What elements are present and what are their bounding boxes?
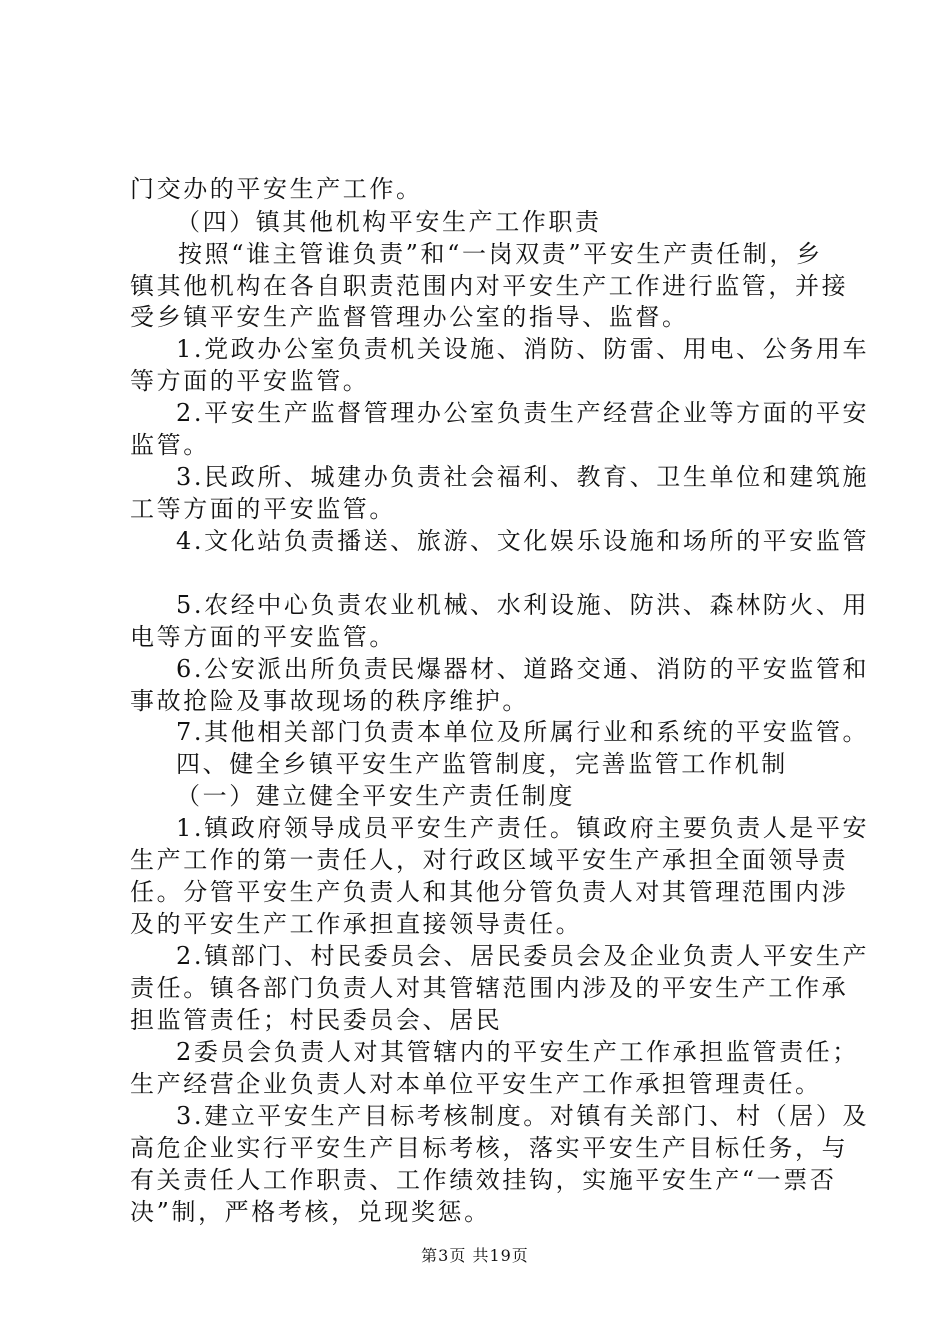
list-item: 2.镇部门、村民委员会、居民委员会及企业负责人平安生产 xyxy=(176,942,870,970)
text-line: 镇其他机构在各自职责范围内对平安生产工作进行监管，并接 xyxy=(130,272,849,300)
text-line: 责任。镇各部门负责人对其管辖范围内涉及的平安生产工作承 xyxy=(130,974,849,1002)
list-item: 1.镇政府领导成员平安生产责任。镇政府主要负责人是平安 xyxy=(176,814,870,842)
text-line: 高危企业实行平安生产目标考核，落实平安生产目标任务，与 xyxy=(130,1134,849,1162)
text-line: 及的平安生产工作承担直接领导责任。 xyxy=(130,910,583,938)
page-number: 第3页 共19页 xyxy=(421,1246,529,1265)
text-line: 受乡镇平安生产监督管理办公室的指导、监督。 xyxy=(130,303,689,331)
list-item: 1.党政办公室负责机关设施、消防、防雷、用电、公务用车 xyxy=(176,335,870,363)
text-line: 任。分管平安生产负责人和其他分管负责人对其管理范围内涉 xyxy=(130,878,849,906)
list-item: 2.平安生产监督管理办公室负责生产经营企业等方面的平安 xyxy=(176,399,870,427)
text-line: 事故抢险及事故现场的秩序维护。 xyxy=(130,687,529,715)
list-item: 7.其他相关部门负责本单位及所属行业和系统的平安监管。 xyxy=(176,718,870,746)
text-line: 按照“谁主管谁负责”和“一岗双责”平安生产责任制，乡 xyxy=(178,240,823,268)
text-line: 生产经营企业负责人对本单位平安生产工作承担管理责任。 xyxy=(130,1070,822,1098)
text-line: 有关责任人工作职责、工作绩效挂钩，实施平安生产“一票否 xyxy=(130,1166,837,1194)
text-line: 门交办的平安生产工作。 xyxy=(130,175,423,203)
text-line: 工等方面的平安监管。 xyxy=(130,495,396,523)
text-line: 决”制，严格考核，兑现奖惩。 xyxy=(130,1198,491,1226)
section-heading: 四、健全乡镇平安生产监管制度，完善监管工作机制 xyxy=(176,750,788,778)
list-item: 4.文化站负责播送、旅游、文化娱乐设施和场所的平安监管 xyxy=(176,527,870,555)
list-item: 3.建立平安生产目标考核制度。对镇有关部门、村（居）及 xyxy=(176,1102,870,1130)
list-item: 3.民政所、城建办负责社会福利、教育、卫生单位和建筑施 xyxy=(176,463,870,491)
section-heading: （一）建立健全平安生产责任制度 xyxy=(176,782,575,810)
list-item: 6.公安派出所负责民爆器材、道路交通、消防的平安监管和 xyxy=(176,655,870,683)
text-line: 等方面的平安监管。 xyxy=(130,367,370,395)
section-heading: （四）镇其他机构平安生产工作职责 xyxy=(176,208,602,236)
text-line: 监管。 xyxy=(130,431,210,459)
list-item: 5.农经中心负责农业机械、水利设施、防洪、森林防火、用 xyxy=(176,591,870,619)
text-line: 电等方面的平安监管。 xyxy=(130,623,396,651)
text-line: 2委员会负责人对其管辖内的平安生产工作承担监管责任； xyxy=(176,1038,859,1066)
text-line: 担监管责任；村民委员会、居民 xyxy=(130,1006,503,1034)
text-line: 生产工作的第一责任人，对行政区域平安生产承担全面领导责 xyxy=(130,846,849,874)
